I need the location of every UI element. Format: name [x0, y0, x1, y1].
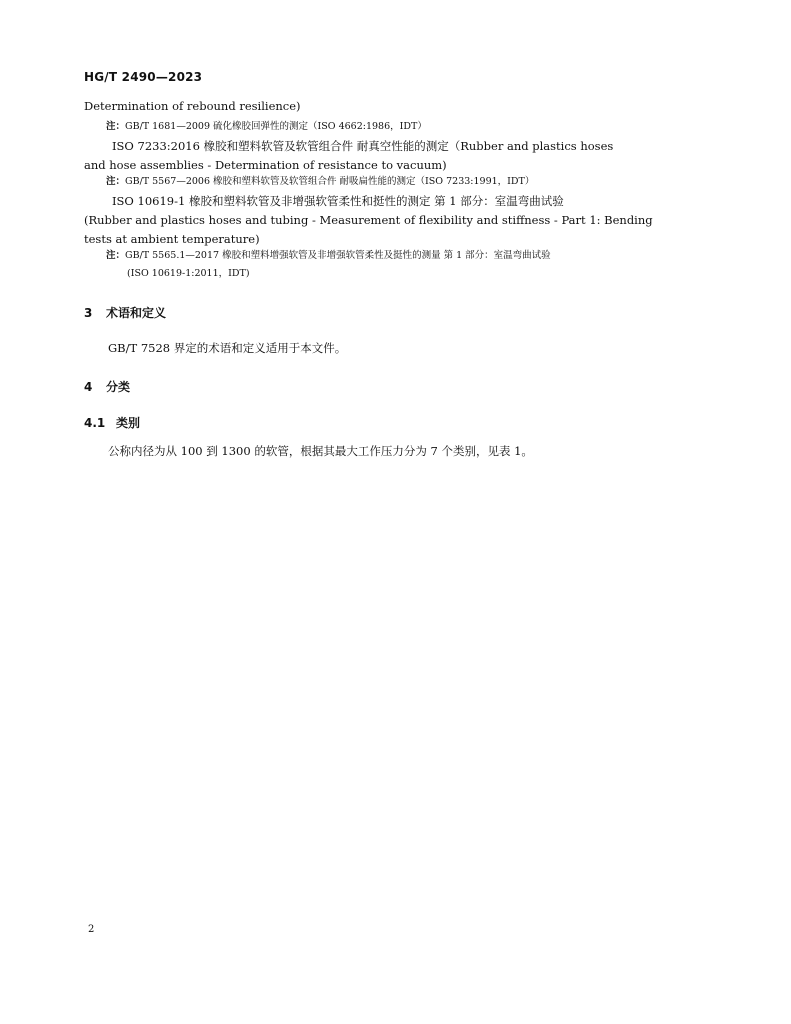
reference-note [106, 174, 534, 190]
reference-line: and hose assemblies - Determination of resistance to vacuum) [84, 158, 447, 172]
note-text: GB/T 5565.1—2017 橡胶和塑料增强软管及非增强软管柔性及挺性的测量 第 1 部分：室温弯曲试验 [125, 250, 551, 261]
paragraph: 公称内径为从 100 到 1300 的软管，根据其最大工作压力分为 7 个类别，见表 1。 [108, 444, 533, 458]
section-number: 4.1 [84, 416, 106, 430]
note-label: 注： [106, 250, 126, 261]
reference-note [106, 248, 551, 264]
paragraph: GB/T 7528 界定的术语和定义适用于本文件。 [108, 341, 347, 355]
section-heading [84, 304, 166, 321]
note-label: 注： [106, 176, 126, 187]
section-number: 4 [84, 380, 93, 394]
reference-line: Determination of rebound resilience) [84, 99, 301, 113]
reference-line: tests at ambient temperature) [84, 232, 260, 246]
section-title: 分类 [106, 380, 131, 394]
section-title: 类别 [116, 416, 141, 430]
document-code: HG/T 2490—2023 [84, 70, 203, 84]
note-text: GB/T 5567—2006 橡胶和塑料软管及软管组合件 耐吸扁性能的测定（ISO 7233:1991，IDT） [125, 176, 535, 187]
reference-line: ISO 7233:2016 橡胶和塑料软管及软管组合件 耐真空性能的测定（Rubber and plastics hoses [112, 139, 614, 153]
reference-note [106, 119, 427, 135]
reference-line: ISO 10619-1 橡胶和塑料软管及非增强软管柔性和挺性的测定 第 1 部分：室温弯曲试验 [112, 194, 564, 208]
section-title: 术语和定义 [106, 306, 167, 320]
note-label: 注： [106, 121, 126, 132]
subsection-heading [84, 414, 140, 431]
note-text: GB/T 1681—2009 硫化橡胶回弹性的测定（ISO 4662:1986，IDT） [125, 121, 427, 132]
section-number: 3 [84, 306, 93, 320]
section-heading [84, 378, 130, 395]
reference-line: (Rubber and plastics hoses and tubing - Measurement of flexibility and stiffness - Part 1: Bending [84, 213, 653, 227]
reference-note-continuation: (ISO 10619-1:2011，IDT) [127, 268, 250, 279]
page-number: 2 [88, 924, 95, 935]
